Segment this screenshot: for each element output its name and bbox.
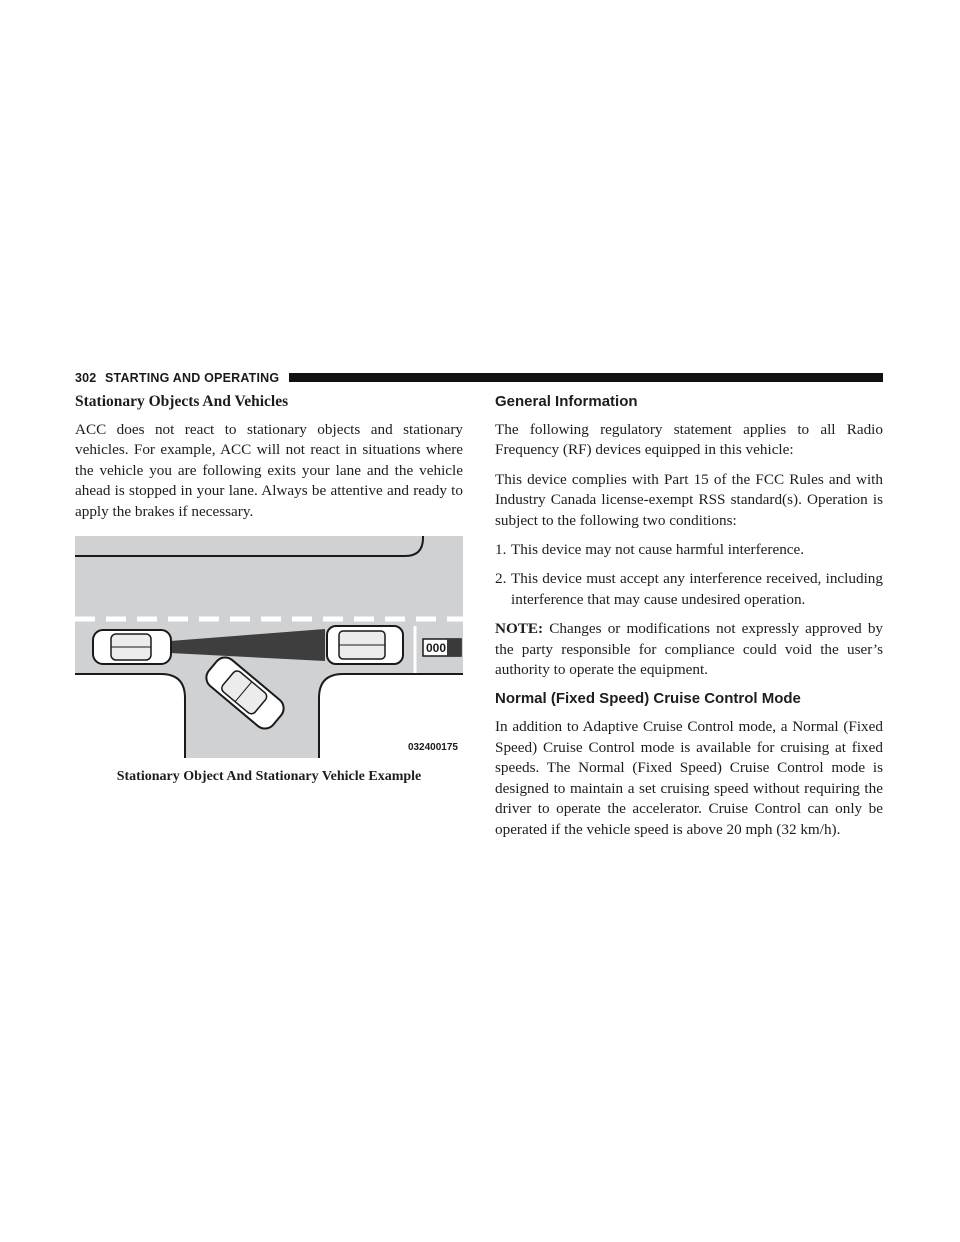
list-item-number: 1. [495,541,507,559]
section-title: STARTING AND OPERATING [105,371,280,385]
list-item-text: This device may not cause harmful interference. [511,541,805,559]
cruise-control-heading: Normal (Fixed Speed) Cruise Control Mode [495,690,801,708]
cruise-control-paragraph: In addition to Adaptive Cruise Control mode, a Normal (Fixed Speed) Cruise Control mode is available for cruising at fixed speeds. The Normal (Fixed Speed) Cruise Control mode is designed to maintain a set cruising speed without requiring the driver to operate the accelerator. Cruise Control can only be operated if the vehicle speed is above 20 mph (32 km/h). [495,718,883,838]
figure-caption: Stationary Object And Stationary Vehicle Example [116,769,422,785]
note-label: NOTE: [495,620,544,638]
note-text: Changes or modifications not expressly approved by the party responsible for compliance could void the user’s authority to operate the equipment. [495,620,884,679]
header-rule [289,373,883,382]
left-column [75,392,463,785]
stationary-objects-heading: Stationary Objects And Vehicles [75,393,289,410]
right-column [495,392,883,849]
list-item [495,540,883,560]
road-diagram [75,536,463,758]
following-car-icon [93,630,171,664]
figure-code: 032400175 [407,742,458,754]
display-number: 000 [426,641,447,656]
stopped-vehicle-icon [327,626,403,664]
page-number: 302 [75,371,97,385]
regulatory-paragraph: The following regulatory statement applies to all Radio Frequency (RF) devices equipped in this vehicle: [495,421,883,459]
page-header [75,370,883,386]
note-paragraph [495,619,883,680]
list-item-text: This device must accept any interference received, including interference that may cause undesired operation. [511,570,883,608]
fcc-paragraph: This device complies with Part 15 of the FCC Rules and with Industry Canada license-exempt RSS standard(s). Operation is subject to the following two conditions: [495,470,883,529]
general-information-heading: General Information [495,393,638,410]
list-item [495,569,883,610]
list-item-number: 2. [495,570,507,588]
stationary-vehicle-illustration [75,536,463,785]
stationary-objects-paragraph: ACC does not react to stationary objects and stationary vehicles. For example, ACC will not react in situations where the vehicle you are following exits your lane and the vehicle ahead is stopped in your lane. Always be attentive and ready to apply the brakes if necessary. [75,421,463,520]
